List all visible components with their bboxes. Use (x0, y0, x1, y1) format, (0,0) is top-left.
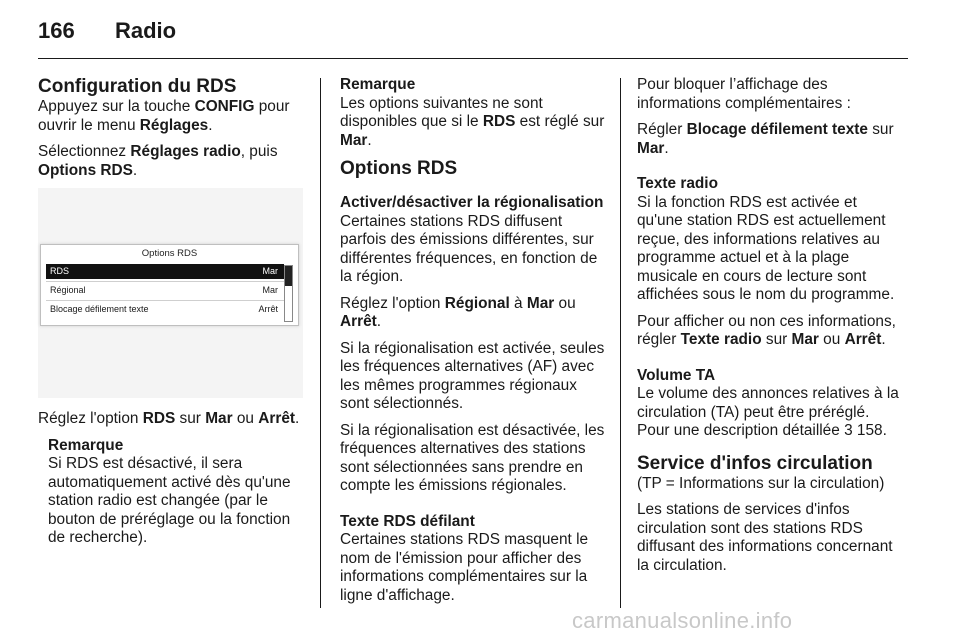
paragraph: Pour bloquer l’affichage des informations complémentaires : (637, 76, 851, 112)
note-text: Les options suivantes ne sont disponibles que si le RDS est réglé sur Mar. (340, 94, 605, 149)
paragraph: Sélectionnez Réglages radio, puis Options RDS. (38, 143, 278, 179)
column-3 (637, 76, 905, 583)
paragraph: Certaines stations RDS masquent le nom de l'émission pour afficher des informations complémentaires sur la ligne d'affichage. (340, 531, 589, 604)
menu-row-rds[interactable]: RDS Mar (46, 264, 284, 279)
page-reference-link[interactable]: 3 158 (844, 422, 883, 439)
column-divider-1 (320, 78, 321, 608)
paragraph: Réglez l'option RDS sur Mar ou Arrêt. (38, 410, 300, 427)
paragraph: Si la régionalisation est activée, seules les fréquences alternatives (AF) avec les mêmes programmes régionaux sont sélectionnés. (340, 339, 605, 412)
note-title: Remarque (48, 436, 124, 454)
paragraph: Si la régionalisation est désactivée, les fréquences alternatives des stations sont sélectionnées sans prendre en compte les émissions régionales. (340, 421, 605, 494)
chapter-title: Radio (115, 18, 177, 43)
subheading-scrolling-text: Texte RDS défilant (340, 512, 475, 530)
paragraph: Réglez l'option Régional à Mar ou Arrêt. (340, 294, 576, 330)
paragraph: Le volume des annonces relatives à la circulation (TA) peut être préréglé. Pour une description détaillée 3 158. (637, 385, 899, 439)
paragraph: (TP = Informations sur la circulation) (637, 474, 885, 492)
menu-row-text-scroll-lock[interactable]: Blocage défilement texte Arrêt (50, 304, 278, 314)
subheading-volume-ta: Volume TA (637, 366, 716, 384)
note-text: Si RDS est désactivé, il sera automatiquement activé dès qu'une station radio est changée (par le bouton de préréglage ou la fonction de recherche). (48, 455, 291, 546)
subheading-regionalisation: Activer/désactiver la régionalisation (340, 194, 604, 211)
section-heading-rds-options: Options RDS (340, 158, 458, 179)
menu-row-regional[interactable]: Régional Mar (50, 285, 278, 295)
paragraph: Appuyez sur la touche CONFIG pour ouvrir le menu Réglages. (38, 98, 290, 134)
page-number: 166 (38, 18, 75, 43)
subheading-radio-text: Texte radio (637, 175, 718, 192)
section-heading-rds-config: Configuration du RDS (38, 76, 237, 97)
screen-scrollbar (284, 265, 293, 322)
section-heading-traffic-info: Service d'infos circulation (637, 452, 873, 474)
header-rule (38, 58, 908, 59)
screen-title: Options RDS (141, 248, 198, 259)
column-divider-2 (620, 78, 621, 608)
paragraph: Régler Blocage défilement texte sur Mar. (637, 121, 894, 157)
column-1 (38, 76, 303, 548)
column-2 (340, 76, 605, 613)
note-title: Remarque (340, 76, 416, 93)
note-box (48, 437, 303, 548)
screen-illustration (38, 188, 303, 398)
paragraph: Les stations de services d'infos circulation sont des stations RDS diffusant des informations concernant la circulation. (637, 501, 893, 574)
watermark: carmanualsonline.info (572, 608, 793, 633)
paragraph: Si la fonction RDS est activée et qu'une station RDS est actuellement reçue, des informations relatives au programme actuel et à la plage musicale en cours de lecture sont affichées sous le nom du programme. (637, 193, 895, 303)
rds-options-screen (40, 244, 299, 326)
paragraph: Pour afficher ou non ces informations, régler Texte radio sur Mar ou Arrêt. (637, 312, 896, 348)
paragraph: Certaines stations RDS diffusent parfois des émissions différentes, sur différentes fréquences, en fonction de la région. (340, 212, 598, 285)
